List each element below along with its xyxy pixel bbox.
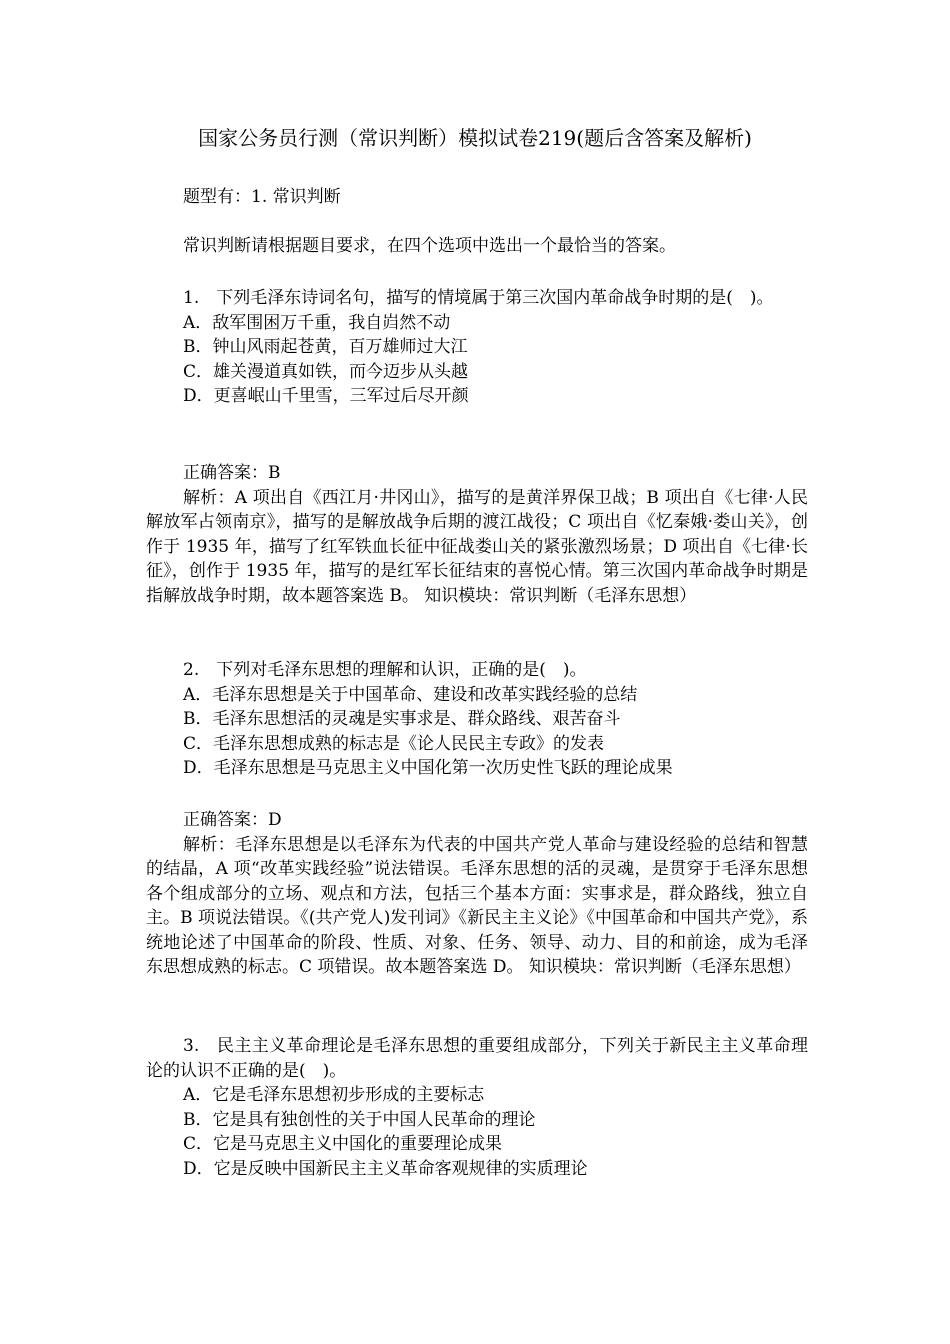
question-3-option-d: D．它是反映中国新民主主义革命客观规律的实质理论 <box>183 1158 588 1179</box>
question-3-option-c: C．它是马克思主义中国化的重要理论成果 <box>183 1134 503 1154</box>
question-3-stem: 3. 民主主义革命理论是毛泽东思想的重要组成部分，下列关于新民主主义革命理论的认识不正确的是( )。 <box>146 1036 808 1081</box>
question-3-option-b: B．它是具有独创性的关于中国人民革命的理论 <box>183 1109 536 1130</box>
type-line-text: 题型有：1. 常识判断 <box>183 187 341 207</box>
instruction-text: 常识判断请根据题目要求，在四个选项中选出一个最恰当的答案。 <box>183 236 676 256</box>
question-2-option-d: D．毛泽东思想是马克思主义中国化第一次历史性飞跃的理论成果 <box>183 758 673 778</box>
question-1-analysis: 解析：A 项出自《西江月·井冈山》，描写的是黄洋界保卫战；B 项出自《七律·人民解放军占领南京》，描写的是解放战争后期的渡江战役；C 项出自《忆秦娥·娄山关》，创作于 1935 年，描写了红军铁血长征中征战娄山关的紧张激烈场景；D 项出自《七律·长征》，创作于 1935 年，描写的是红军长征结束的喜悦心情。第三次国内革命战争时期是指解放战争时期，故本题答案选 B。 知识模块：常识判断（毛泽东思想） <box>146 487 808 606</box>
question-2-answer: 正确答案：D <box>183 810 282 830</box>
question-1-stem: 1. 下列毛泽东诗词名句，描写的情境属于第三次国内革命战争时期的是( )。 <box>183 288 774 308</box>
question-3-option-a: A．它是毛泽东思想初步形成的主要标志 <box>183 1085 485 1105</box>
question-1-option-c: C．雄关漫道真如铁，而今迈步从头越 <box>183 361 469 382</box>
question-2 <box>146 658 808 781</box>
question-2-option-b: B．毛泽东思想活的灵魂是实事求是、群众路线、艰苦奋斗 <box>183 709 621 729</box>
question-1 <box>146 286 808 409</box>
question-1-option-d: D．更喜岷山千里雪，三军过后尽开颜 <box>183 386 469 406</box>
question-3 <box>146 1034 808 1181</box>
question-2-solution <box>146 808 808 980</box>
question-1-option-a: A．敌军围困万千重，我自岿然不动 <box>183 312 451 333</box>
document-title: 国家公务员行测（常识判断）模拟试卷219(题后含答案及解析) <box>198 126 752 150</box>
question-2-option-a: A．毛泽东思想是关于中国革命、建设和改革实践经验的总结 <box>183 684 638 705</box>
question-1-answer: 正确答案：B <box>183 463 281 483</box>
instruction-line <box>146 234 808 259</box>
question-2-analysis: 解析：毛泽东思想是以毛泽东为代表的中国共产党人革命与建设经验的总结和智慧的结晶，A 项“改革实践经验”说法错误。毛泽东思想的活的灵魂，是贯穿于毛泽东思想各个组成部分的立场、观点和方法，包括三个基本方面：实事求是，群众路线，独立自主。B 项说法错误。《(共产党人)发刊词》《新民主主义论》《中国革命和中国共产党》，系统地论述了中国革命的阶段、性质、对象、任务、领导、动力、目的和前途，成为毛泽东思想成熟的标志。C 项错误。故本题答案选 D。 知识模块：常识判断（毛泽东思想） <box>146 834 808 977</box>
question-2-stem: 2. 下列对毛泽东思想的理解和认识，正确的是( )。 <box>183 660 587 680</box>
question-type-line <box>146 185 808 210</box>
question-1-solution <box>146 461 808 608</box>
question-1-option-b: B．钟山风雨起苍黄，百万雄师过大江 <box>183 337 468 357</box>
question-2-option-c: C．毛泽东思想成熟的标志是《论人民民主专政》的发表 <box>183 733 605 754</box>
